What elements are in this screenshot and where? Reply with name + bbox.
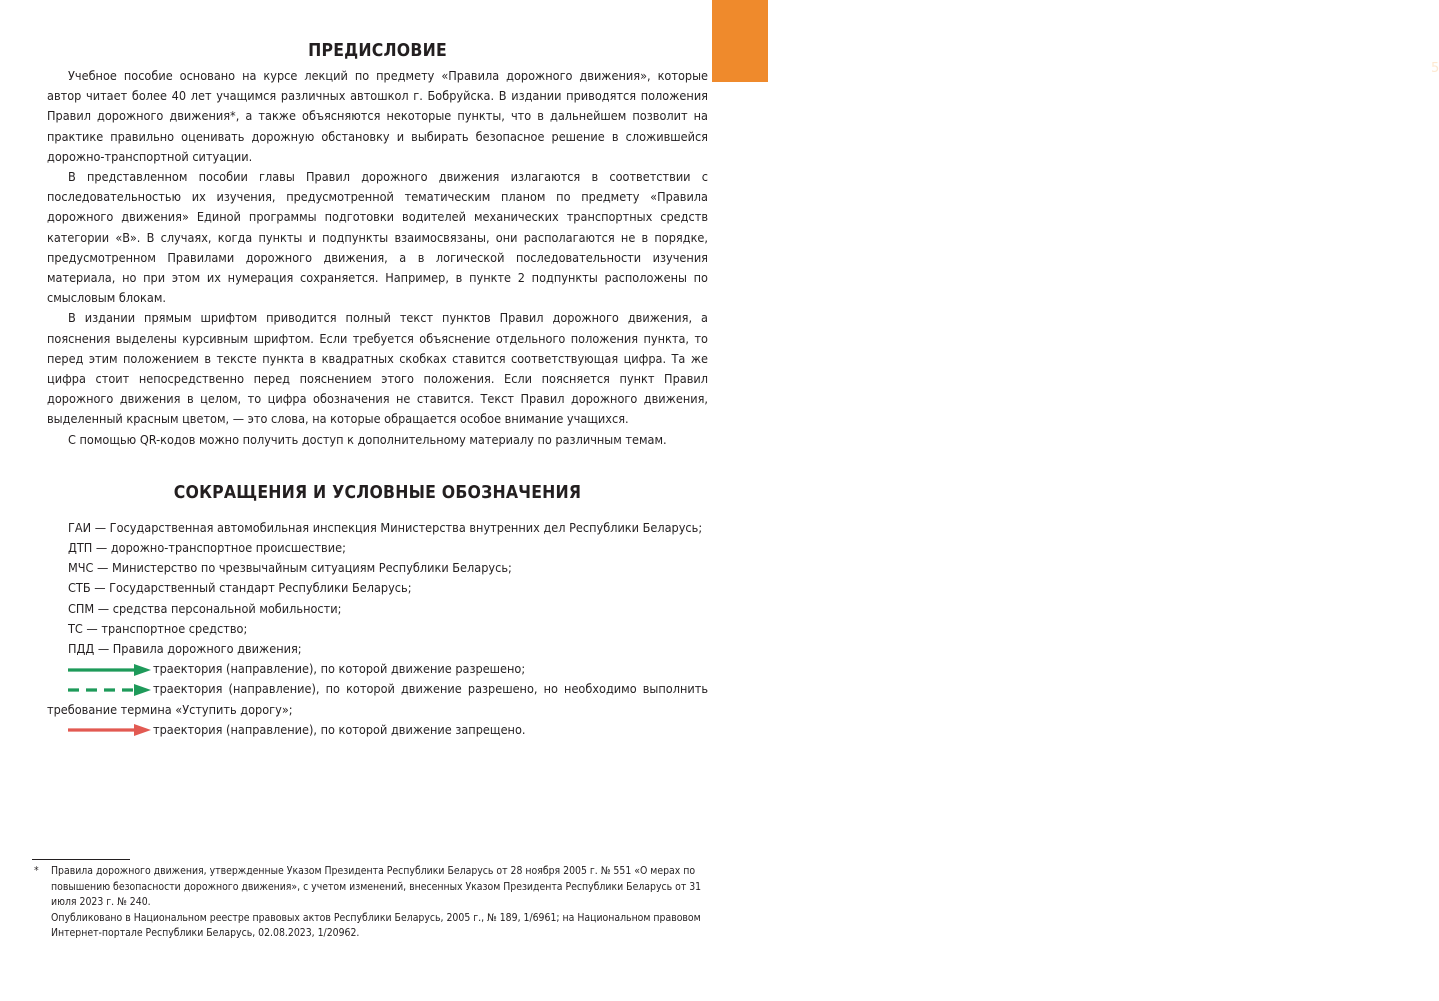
preface-title: ПРЕДИСЛОВИЕ — [308, 41, 447, 61]
footnote — [34, 864, 714, 942]
abbreviations-title: СОКРАЩЕНИЯ И УСЛОВНЫЕ ОБОЗНАЧЕНИЯ — [173, 482, 582, 503]
footnote-divider — [32, 859, 130, 860]
solid-green-arrow-icon — [68, 664, 151, 676]
legend-item-forbidden — [47, 720, 708, 740]
legend-item-yield — [47, 679, 708, 719]
preface-paragraph: С помощью QR-кодов можно получить доступ к дополнительному материалу по различным темам. — [68, 431, 667, 447]
abbreviation-item: МЧС — Министерство по чрезвычайным ситуациям Республики Беларусь; — [68, 560, 512, 576]
abbreviations-list — [47, 518, 708, 740]
page-number: 5 — [1431, 61, 1439, 76]
solid-red-arrow-icon — [68, 724, 151, 736]
abbreviation-item: ГАИ — Государственная автомобильная инспекция Министерства внутренних дел Республики Беларусь; — [68, 519, 703, 535]
page-number-tab — [712, 0, 1439, 82]
abbreviation-item: СПМ — средства персональной мобильности; — [68, 600, 342, 616]
footnote-marker: * — [34, 865, 39, 877]
dashed-green-arrow-icon — [68, 684, 151, 696]
abbreviation-item: ПДД — Правила дорожного движения; — [68, 641, 302, 657]
abbreviation-item: СТБ — Государственный стандарт Республики Беларусь; — [68, 580, 412, 596]
legend-text: траектория (направление), по которой движение разрешено, но необходимо выполнить требование термина «Уступить дорогу»; — [47, 681, 708, 717]
abbreviation-item: ДТП — дорожно-транспортное происшествие; — [68, 540, 346, 556]
footnote-line: Опубликовано в Национальном реестре правовых актов Республики Беларусь, 2005 г., № 189, 1/6961; на Национальном правовом Интернет-портале Республики Беларусь, 02.08.2023, 1/20962. — [51, 911, 701, 939]
preface-body — [47, 66, 708, 450]
preface-paragraph: В представленном пособии главы Правил дорожного движения излагаются в соответствии с последовательностью их изучения, предусмотренной тематическим планом по предмету «Правила дорожного движения» Единой программы подготовки водителей механических транспортных средств категории «B». В случаях, когда пункты и подпункты взаимосвязаны, они располагаются не в порядке, предусмотренном Правилами дорожного движения, а в логической последовательности изучения материала, но при этом их нумерация сохраняется. Например, в пункте 2 подпункты расположены по смысловым блокам. — [47, 169, 708, 306]
footnote-line: Правила дорожного движения, утвержденные Указом Президента Республики Беларусь от 28 ноября 2005 г. № 551 «О мерах по повышению безопасности дорожного движения», с учетом изменений, внесенных Указом Президента Республики Беларусь от 31 июля 2023 г. № 240. — [51, 865, 702, 908]
preface-paragraph: В издании прямым шрифтом приводится полный текст пунктов Правил дорожного движения, а пояснения выделены курсивным шрифтом. Если требуется объяснение отдельного положения пункта, то перед этим положением в тексте пункта в квадратных скобках ставится соответствующая цифра. Та же цифра стоит непосредственно перед пояснением этого положения. Если поясняется пункт Правил дорожного движения в целом, то цифра обозначения не ставится. Текст Правил дорожного движения, выделенный красным цветом, — это слова, на которые обращается особое внимание учащихся. — [47, 310, 708, 427]
page-content — [47, 40, 708, 740]
legend-text: траектория (направление), по которой движение разрешено; — [153, 661, 526, 677]
legend-item-allowed — [47, 659, 708, 679]
abbreviation-item: ТС — транспортное средство; — [68, 620, 248, 636]
legend-text: траектория (направление), по которой движение запрещено. — [153, 721, 526, 737]
preface-paragraph: Учебное пособие основано на курсе лекций по предмету «Правила дорожного движения», которые автор читает более 40 лет учащимся различных автошкол г. Бобруйска. В издании приводятся положения Правил дорожного движения*, а также объясняются некоторые пункты, что в дальнейшем позволит на практике правильно оценивать дорожную обстановку и выбирать безопасное решение в сложившейся дорожно-транспортной ситуации. — [47, 68, 708, 164]
